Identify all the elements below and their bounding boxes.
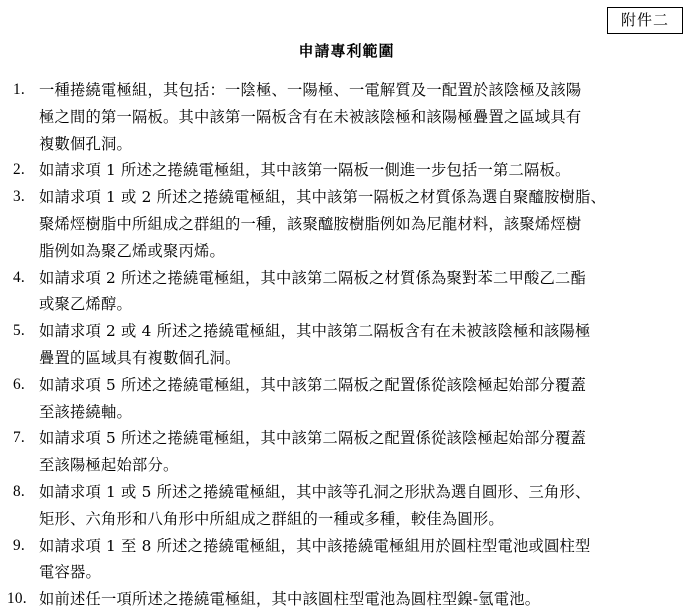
claim-text-line: 複數個孔洞。 [39,134,132,153]
claim-text-line: 如請求項 1 或 5 所述之捲繞電極組，其中該等孔洞之形狀為選自圓形、三角形、 [39,482,591,501]
claim-text-line: 或聚乙烯醇。 [39,295,132,314]
claim-text-line: 如請求項 5 所述之捲繞電極組，其中該第二隔板之配置係從該陰極起始部分覆蓋 [39,375,586,394]
claim-number: 8. [13,482,25,500]
claim-8 [0,479,693,533]
claim-text-line: 如前述任一項所述之捲繞電極組，其中該圓柱型電池為圓柱型鎳-氫電池。 [39,590,541,609]
claim-text-line: 脂例如為聚乙烯或聚丙烯。 [39,241,225,260]
claim-number: 1. [13,81,25,98]
claim-2 [0,157,693,184]
document-title: 申請專利範圍 [298,42,395,60]
claims-list [0,77,693,613]
claim-text-line: 如請求項 5 所述之捲繞電極組，其中該第二隔板之配置係從該陰極起始部分覆蓋 [39,429,586,448]
claim-text-line: 如請求項 2 所述之捲繞電極組，其中該第二隔板之材質係為聚對苯二甲酸乙二酯 [39,268,586,287]
claim-number: 10. [7,590,27,608]
claim-text-line: 至該陽極起始部分。 [39,456,179,475]
claim-number: 2. [13,161,25,179]
claim-text-line: 聚烯烴樹脂中所組成之群組的一種，該聚醯胺樹脂例如為尼龍材料，該聚烯烴樹 [39,214,582,233]
claim-text-line: 如請求項 2 或 4 所述之捲繞電極組，其中該第二隔板含有在未被該陰極和該陽極 [39,322,591,341]
claim-number: 6. [13,375,25,393]
claim-text-line: 如請求項 1 或 2 所述之捲繞電極組，其中該第一隔板之材質係為選自聚醯胺樹脂、 [39,188,607,207]
claim-number: 7. [13,429,25,447]
claim-number: 3. [13,188,25,206]
claim-text-line: 一種捲繞電極組，其包括：一陰極、一陽極、一電解質及一配置於該陰極及該陽 [39,81,582,99]
claim-text-line: 矩形、六角形和八角形中所組成之群組的一種或多種，較佳為圓形。 [39,509,504,528]
claim-4 [0,265,693,319]
claim-text-line: 如請求項 1 至 8 所述之捲繞電極組，其中該捲繞電極組用於圓柱型電池或圓柱型 [39,536,591,555]
claim-10 [0,586,693,613]
claim-1 [0,77,693,157]
claim-text-line: 如請求項 1 所述之捲繞電極組，其中該第一隔板一側進一步包括一第二隔板。 [39,161,571,180]
claim-number: 9. [13,536,25,554]
attachment-label: 附件二 [607,7,683,34]
claim-9 [0,533,693,587]
claim-text-line: 電容器。 [39,563,101,582]
claim-6 [0,372,693,426]
claim-number: 5. [13,322,25,340]
claim-text-line: 至該捲繞軸。 [39,402,132,421]
claim-number: 4. [13,268,25,286]
claim-3 [0,184,693,264]
claim-text-line: 疊置的區域具有複數個孔洞。 [39,348,241,367]
claim-5 [0,318,693,372]
claim-7 [0,425,693,479]
claim-text-line: 極之間的第一隔板。其中該第一隔板含有在未被該陰極和該陽極疊置之區域具有 [39,107,582,126]
